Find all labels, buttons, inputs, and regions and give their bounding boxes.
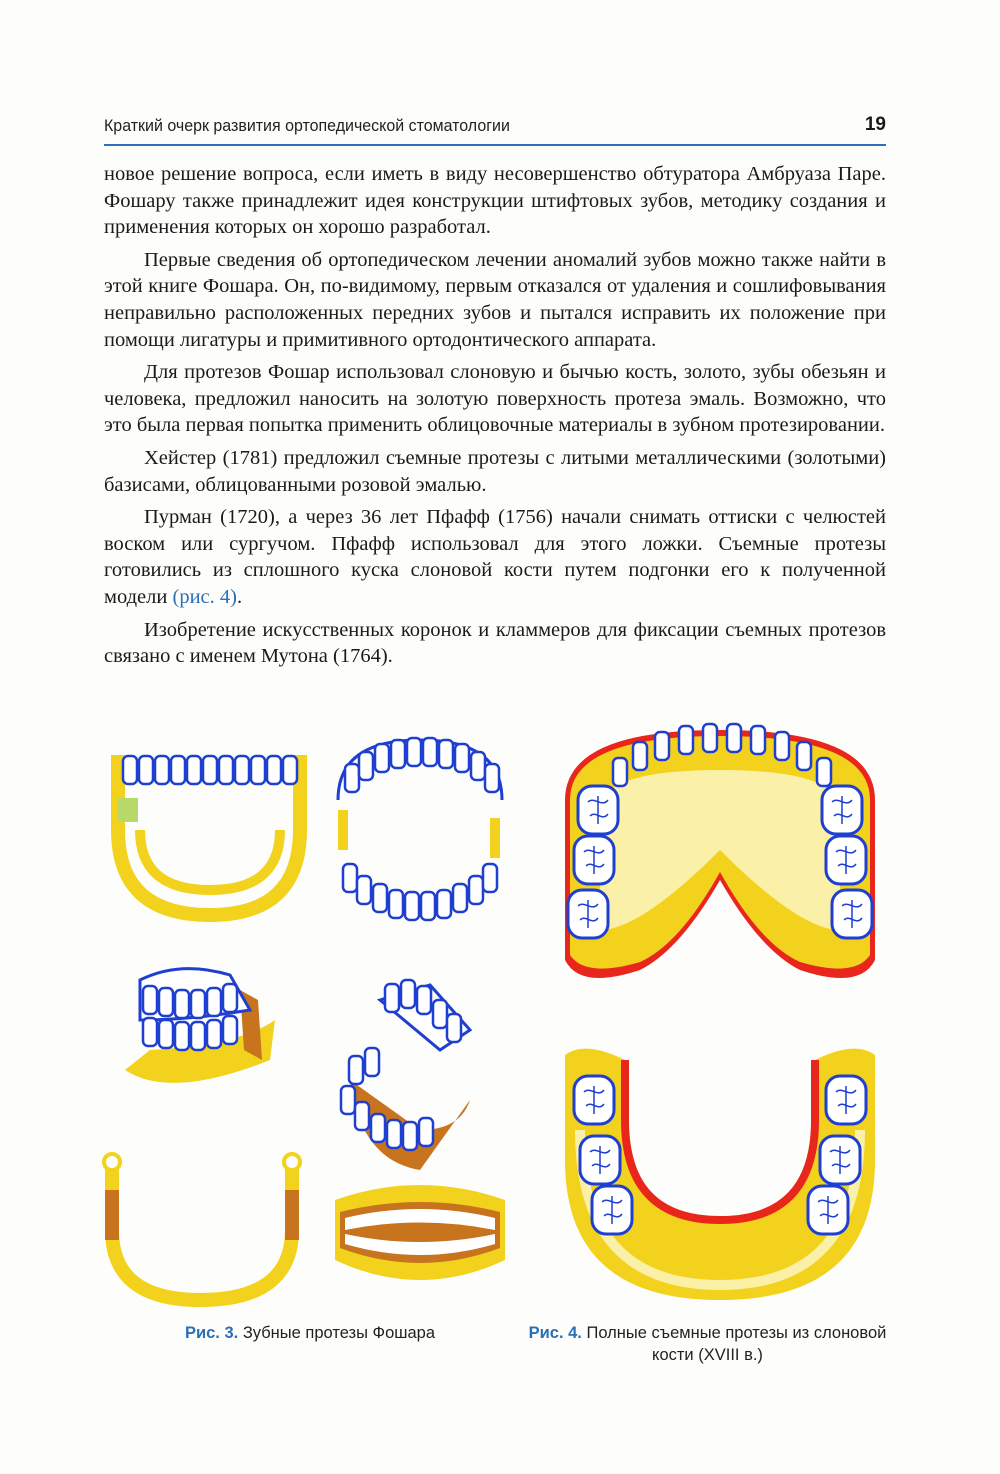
fig3-open-denture [341,980,470,1170]
running-header [104,114,886,146]
fig3-gold-smile [335,1185,505,1280]
paragraph-5 [104,504,886,610]
figure-area [0,700,1000,1400]
paragraph-6: Изобретение искусственных коронок и кламмеров для фиксации съемных протезов связано с именем Мутона (1764). [104,618,886,668]
figure-4-caption-text: Полные съемные протезы из слоновой кости (XVIII в.) [586,1324,887,1364]
paragraph-2: Первые сведения об ортопедическом лечении аномалий зубов можно также найти в этой книге Фошара. Он, по-видимому, первым отказался от удаления и сошлифовывания неправильно расположенных передних зубов и пытался исправить их положение при помощи лигатуры и примитивного ортодонтического аппарата. [104,248,886,351]
fig3-spring-denture [338,738,502,920]
figure-4-caption [525,1322,890,1366]
fig4-lower-denture [565,1049,875,1300]
figure-3-caption [150,1322,470,1344]
body-text [104,161,886,676]
page-number: 19 [864,114,886,135]
figure-4 [565,724,875,1300]
fig3-denture-gold-frame [118,755,300,915]
figures-illustration [0,700,1000,1400]
fig3-curved-denture [125,969,275,1083]
fig3-gold-u-frame [104,1154,300,1300]
paragraph-3: Для протезов Фошар использовал слоновую и бычью кость, золото, зубы обезьян и человека, предложил наносить на золотую поверхность протеза эмаль. Возможно, что это была первая попытка применить облицовочные материалы в зубном протезировании. [104,361,886,437]
figure-4-reference-link[interactable]: (рис. 4) [172,585,237,608]
figure-3 [104,738,505,1300]
figure-3-caption-text: Зубные протезы Фошара [242,1324,436,1342]
figure-3-label: Рис. 3. [184,1324,239,1342]
running-header-title: Краткий очерк развития ортопедической стоматологии [104,116,510,135]
paragraph-5-end: . [236,585,243,608]
fig4-upper-denture [565,724,875,978]
paragraph-1: новое решение вопроса, если иметь в виду несовершенство обтуратора Амбруаза Паре. Фошару также принадлежит идея конструкции штифтовых зубов, методику создания и применения которых он хорошо разработал. [104,163,886,239]
figure-4-label: Рис. 4. [528,1324,582,1342]
paragraph-5-text: Пурман (1720), а через 36 лет Пфафф (1756) начали снимать оттиски с челюстей воском или сургучом. Пфафф использовал для этого ложки. Съемные протезы готовились из сплошного куска слоновой кости путем подгонки его к полученной модели [104,506,886,608]
paragraph-4: Хейстер (1781) предложил съемные протезы с литыми металлическими (золотыми) базисами, облицованными розовой эмалью. [104,446,886,496]
